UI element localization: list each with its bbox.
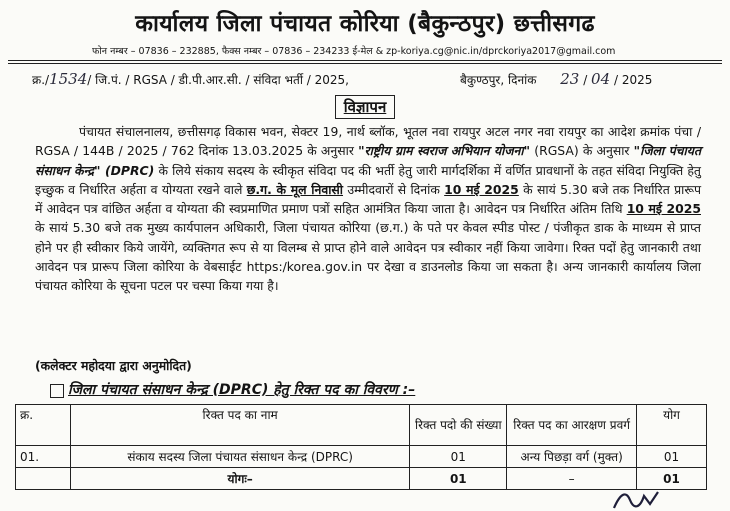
table-row: 01. संकाय सदस्य जिला पंचायत संसाधन केन्द्र (DPRC) 01 अन्य पिछड़ा वर्ग (मुक्त) 01 (16, 446, 707, 468)
office-title: कार्यालय जिला पंचायत कोरिया (बैकुन्ठपुर) छत्तीसगढ (135, 11, 595, 37)
col-total: योग (637, 405, 707, 446)
handwritten-number: 1534 (49, 70, 88, 88)
vacancy-title: जिला पंचायत संसाधन केन्द्र (DPRC) हेतु रिक्त पद का विवरण :– (68, 382, 416, 398)
header-rule-bottom (8, 63, 722, 64)
table-header-row (16, 405, 707, 446)
handwritten-month: 04 (591, 70, 611, 88)
col-reservation: रिक्त पद का आरक्षण प्रवर्ग (507, 405, 637, 446)
vacancy-table (15, 404, 707, 490)
notice-body: पंचायत संचालनालय, छत्तीसगढ़ विकास भवन, सेक्टर 19, नार्थ ब्लॉक, भूतल नवा रायपुर अटल नगर नवा रायपुर का आदेश क्रमांक पंचा / RGSA / 144B / 2025 / 762 दिनांक 13.03.2025 के अनुसार "राष्ट्रीय ग्राम स्वराज अभियान योजना" (RGSA) के अनुसार "जिला पंचायत संसाधन केन्द्र" (DPRC) के लिये संकाय सदस्य के स्वीकृत संविदा पद की भर्ती हेतु जारी मार्गदर्शिका में वर्णित प्रावधानों के तहत संविदा नियुक्ति हेतु इच्छुक व निर्धारित अर्हता व योग्यता रखने वाले छ.ग. के मूल निवासी उम्मीदवारों से दिनांक 10 मई 2025 के सायं 5.30 बजे तक निर्धारित प्रारूप में आवेदन पत्र वांछित अर्हता व योग्यता की स्वप्रमाणित प्रमाण पत्रों सहित आमंत्रित किया जाता है। आवेदन पत्र निर्धारित अंतिम तिथि 10 मई 2025 के सायं 5.30 बजे तक मुख्य कार्यपालन अधिकारी, जिला पंचायत कोरिया (छ.ग.) के पते पर केवल स्पीड पोस्ट / पंजीकृत डाक के माध्यम से प्राप्त होने पर ही स्वीकार किये जायेंगे, व्यक्तिगत रूप से या विलम्ब से प्राप्त होने वाले आवेदन पत्र स्वीकार नहीं किया जावेगा। रिक्त पदों हेतु जानकारी तथा आवेदन पत्र प्रारूप जिला कोरिया के वेबसाईट https:/korea.gov.in पर देखा व डाउनलोड किया जा सकता है। अन्य जानकारी कार्यालय जिला पंचायत कोरिया के सूचना पटल पर चस्पा किया गया है। (35, 124, 702, 294)
approval-note: (कलेक्टर महोदया द्वारा अनुमोदित) (35, 358, 192, 373)
col-count: रिक्त पदो की संख्या (410, 405, 507, 446)
contact-line: फोन नम्बर – 07836 – 232885, फैक्स नम्बर – 07836 – 234233 ई-मेल & zp-koriya.cg@nic.in/dprckoriya2017@gmail.com (92, 46, 616, 57)
col-serial: क्र. (16, 405, 71, 446)
handwritten-day: 23 (560, 70, 580, 88)
checkbox-mark-icon (50, 384, 64, 398)
reference-number: क्र./1534/ जि.पं. / RGSA / डी.पी.आर.सी. / संविदा भर्ती / 2025, (32, 70, 349, 88)
notice-heading: विज्ञापन (0, 95, 730, 119)
signature-mark (610, 486, 670, 511)
col-post-name: रिक्त पद का नाम (70, 405, 409, 446)
header-rule-top (8, 60, 722, 61)
reference-date: बैकुण्ठपुर, दिनांक 23 / 04 / 2025 (460, 70, 653, 88)
table-total-row: योगः– 01 – 01 (16, 468, 707, 490)
